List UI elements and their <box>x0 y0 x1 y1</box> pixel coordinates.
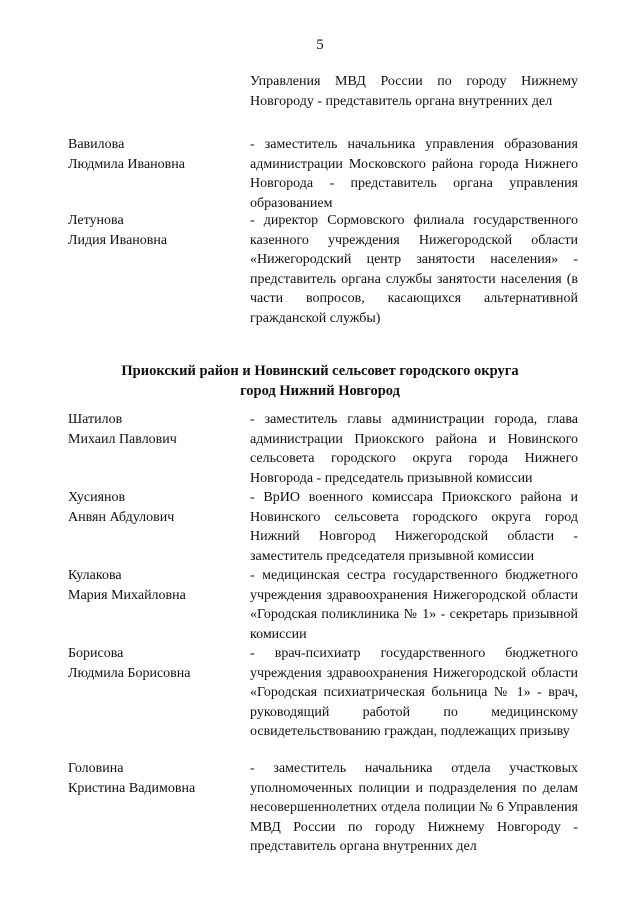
member-given-names: Людмила Борисовна <box>68 665 191 681</box>
member-surname: Борисова <box>68 646 124 661</box>
member-surname: Головина <box>68 761 124 776</box>
section-title <box>60 362 580 401</box>
member-surname: Кулакова <box>68 568 122 583</box>
member-role: - заместитель начальника отдела участковых уполномоченных полиции и подразделения по делам несовершеннолетних отдела полиции № 6 Управления МВД России по городу Нижнему Новгороду - представитель органа внутренних дел <box>250 761 578 854</box>
member-surname: Хусиянов <box>68 490 126 505</box>
member-name <box>68 211 248 250</box>
member-given-names: Мария Михайловна <box>68 587 186 603</box>
section-title-line: город Нижний Новгород <box>240 382 400 399</box>
member-name <box>68 566 248 605</box>
member-role: - директор Сормовского филиала государственного казенного учреждения Нижегородской области «Нижегородский центр занятости населения» - представитель органа службы занятости населения (в части вопросов, касающихся альтернативной гражданской службы) <box>250 213 578 326</box>
section-title-line: Приокский район и Новинский сельсовет городского округа <box>121 363 519 379</box>
member-surname: Летунова <box>68 213 124 228</box>
member-given-names: Анвян Абдулович <box>68 509 175 525</box>
member-given-names: Кристина Вадимовна <box>68 780 196 796</box>
member-role: - заместитель начальника управления образования администрации Московского района города Нижнего Новгорода - представитель органа управления образованием <box>250 137 578 211</box>
member-given-names: Михаил Павлович <box>68 431 177 447</box>
member-role: - медицинская сестра государственного бюджетного учреждения здравоохранения Нижегородской области «Городская поликлиника № 1» - секретарь призывной комиссии <box>250 568 578 642</box>
member-surname: Шатилов <box>68 412 123 427</box>
member-role: - заместитель главы администрации города, глава администрации Приокского района и Новинского сельсовета городского округа города Нижнего Новгорода - председатель призывной комиссии <box>250 412 578 486</box>
member-role: - ВрИО военного комиссара Приокского района и Новинского сельсовета городского округа город Нижний Новгород Нижегородской области - заместитель председателя призывной комиссии <box>250 490 578 564</box>
member-name <box>68 135 248 174</box>
page-number: 5 <box>316 37 324 53</box>
member-name <box>68 410 248 449</box>
member-name <box>68 488 248 527</box>
member-name <box>68 759 248 798</box>
member-name <box>68 644 248 683</box>
continuation-text: Управления МВД России по городу Нижнему Новгороду - представитель органа внутренних дел <box>250 74 578 109</box>
member-surname: Вавилова <box>68 137 125 152</box>
member-given-names: Лидия Ивановна <box>68 232 168 248</box>
member-given-names: Людмила Ивановна <box>68 156 185 172</box>
member-role: - врач-психиатр государственного бюджетного учреждения здравоохранения Нижегородской области «Городская психиатрическая больница № 1» - врач, руководящий работой по медицинскому освидетельствованию граждан, подлежащих призыву <box>250 646 578 739</box>
